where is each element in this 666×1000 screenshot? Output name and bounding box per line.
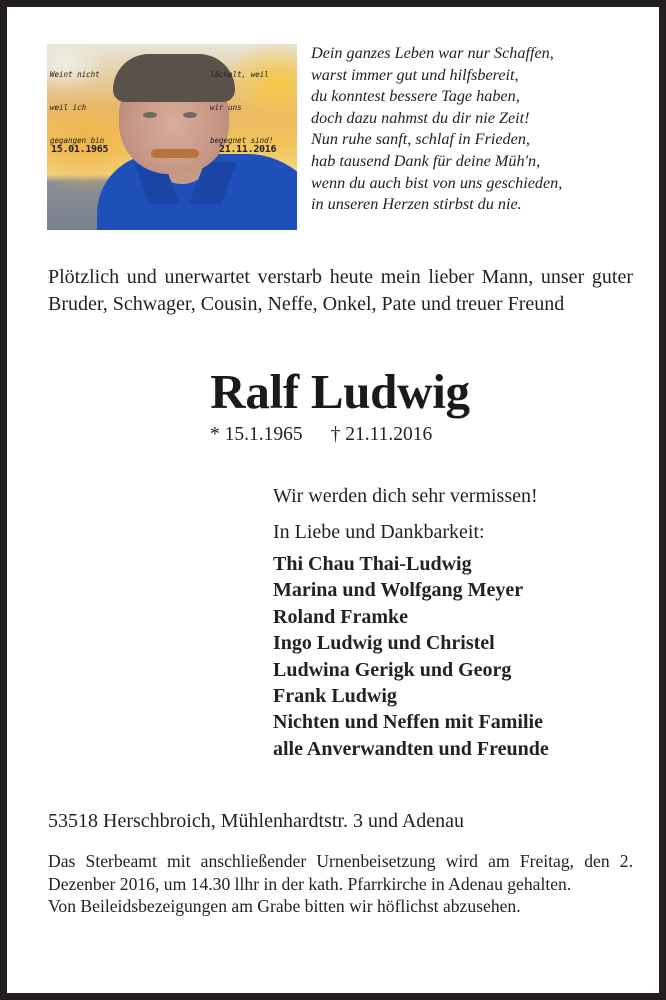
overlay-line: gegangen bin [50,136,105,145]
address: 53518 Herschbroich, Mühlenhardtstr. 3 und Adenau [48,810,465,832]
overlay-line: Weint nicht [50,70,100,79]
poem-line: hab tausend Dank für deine Müh'n, [311,151,541,170]
overlay-line: weil ich [50,103,87,112]
photo-death-date: 21.11.2016 [219,144,277,155]
love-gratitude-line: In Liebe und Dankbarkeit: [273,521,485,543]
birth-date: * 15.1.1965 [210,424,303,445]
poem-line: Dein ganzes Leben war nur Schaffen, [311,44,554,62]
poem-line: warst immer gut und hilfsbereit, [311,65,519,84]
poem-line: doch dazu nahmst du dir nie Zeit! [311,108,530,127]
mourner: alle Anverwandten und Freunde [273,737,549,760]
mourner: Marina und Wolfgang Meyer [273,579,524,602]
deceased-name: Ralf Ludwig [210,364,470,419]
mourner: Roland Framke [273,605,408,628]
photo-birth-date: 15.01.1965 [51,144,109,155]
poem-line: wenn du auch bist von uns geschieden, [311,173,563,192]
mourner: Frank Ludwig [273,685,397,708]
mourner: Nichten und Neffen mit Familie [273,711,543,734]
mourners-list [273,551,643,762]
funeral-notice [48,850,633,918]
life-dates [210,423,432,447]
intro-text: Plötzlich und unerwartet verstarb heute mein lieber Mann, unser guter Bruder, Schwager, Cousin, Neffe, Onkel, Pate und treuer Freund [48,266,633,315]
portrait-photo [47,44,297,230]
photo-eye-right [183,112,197,118]
mourner: Ludwina Gerigk und Georg [273,658,512,681]
miss-you-line: Wir werden dich sehr vermissen! [273,485,538,507]
memorial-poem [311,43,641,216]
photo-eye-left [143,112,157,118]
poem-line: in unseren Herzen stirbst du nie. [311,195,522,214]
overlay-line: begegnet sind! [210,136,274,145]
poem-line: Nun ruhe sanft, schlaf in Frieden, [311,130,530,149]
poem-line: du konntest bessere Tage haben, [311,87,520,106]
mourner: Thi Chau Thai-Ludwig [273,553,472,575]
overlay-line: lächelt, weil [210,70,269,79]
condolence-note: Von Beileidsbezeigungen am Grabe bitten wir höflichst abzusehen. [48,896,521,917]
signoff-block [273,483,643,762]
overlay-line: wir uns [210,103,242,112]
photo-mustache [151,149,199,158]
mourner: Ingo Ludwig und Christel [273,632,495,655]
service-info: Das Sterbeamt mit anschließender Urnenbeisetzung wird am Freitag, den 2. Dezenber 2016, um 14.30 llhr in der kath. Pfarrkirche in Adenau gehalten. [48,851,633,894]
death-date: † 21.11.2016 [330,424,433,445]
